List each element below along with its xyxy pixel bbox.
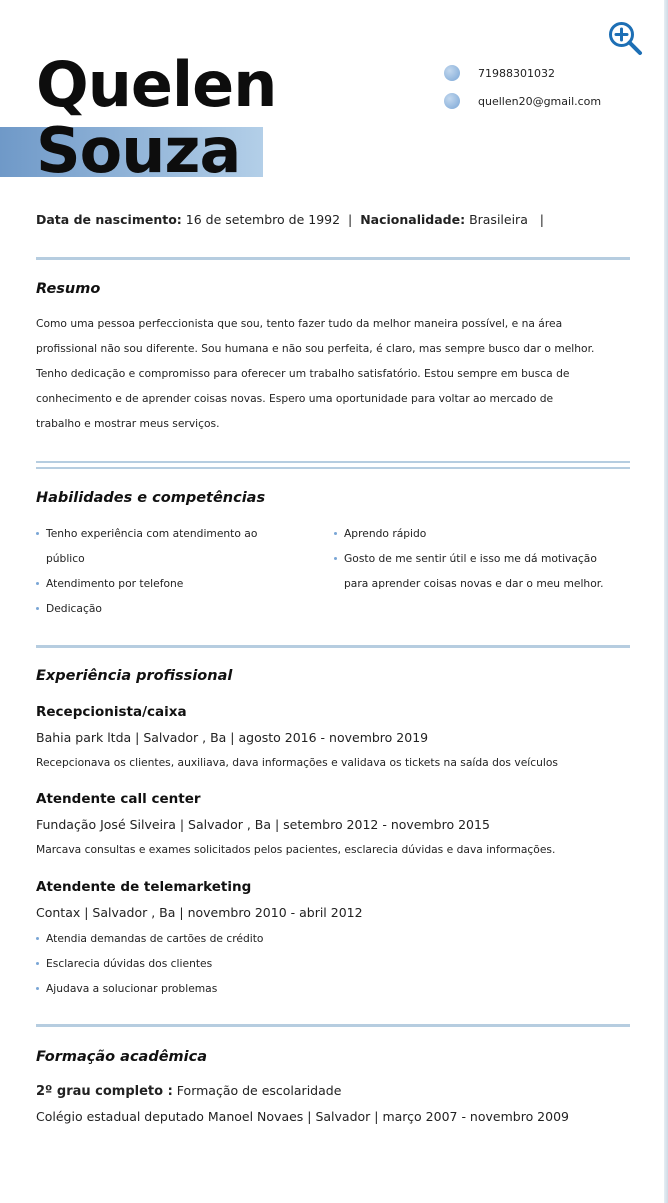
personal-info [36, 212, 544, 227]
education-degree [36, 1083, 341, 1099]
degree-label: 2º grau completo : [36, 1084, 173, 1099]
summary-line: Tenho dedicação e compromisso para oferecer um trabalho satisfatório. Estou sempre em busca de [36, 367, 570, 380]
skills-title: Habilidades e competências [36, 490, 266, 506]
first-name: Quelen [36, 48, 277, 121]
separator: | [539, 212, 544, 227]
divider [36, 467, 630, 469]
job-meta: Contax | Salvador , Ba | novembro 2010 - abril 2012 [36, 905, 363, 920]
separator: | [348, 212, 353, 227]
page-edge [664, 0, 668, 1203]
job-duties-list [36, 926, 436, 1001]
duty-item: Ajudava a solucionar problemas [36, 976, 436, 1001]
skill-item: Atendimento por telefone [36, 571, 326, 596]
divider [36, 461, 630, 463]
email-bullet-icon [444, 93, 460, 109]
skills-right-list [334, 521, 634, 596]
duty-item: Esclarecia dúvidas dos clientes [36, 951, 436, 976]
skill-item: Dedicação [36, 596, 326, 621]
job-meta: Bahia park ltda | Salvador , Ba | agosto 2016 - novembro 2019 [36, 730, 429, 745]
education-title: Formação acadêmica [36, 1049, 208, 1065]
summary-line: trabalho e mostrar meus serviços. [36, 417, 220, 430]
zoom-in-button[interactable] [606, 19, 644, 57]
divider [36, 1024, 630, 1027]
email-text: quellen20@gmail.com [478, 94, 602, 108]
nationality-value: Brasileira [469, 212, 528, 227]
contact-email [444, 93, 601, 109]
summary-line: profissional não sou diferente. Sou humana e não sou perfeita, é claro, mas sempre busco dar o melhor. [36, 342, 595, 355]
skills-left-list [36, 521, 326, 621]
job-title: Atendente de telemarketing [36, 879, 252, 895]
phone-bullet-icon [444, 65, 460, 81]
birth-label: Data de nascimento: [36, 212, 182, 227]
experience-title: Experiência profissional [36, 668, 233, 684]
job-title: Atendente call center [36, 791, 201, 807]
job-description: Marcava consultas e exames solicitados pelos pacientes, esclarecia dúvidas e dava informações. [36, 843, 556, 856]
divider [36, 645, 630, 648]
divider [36, 257, 630, 260]
contact-phone [444, 65, 555, 81]
job-title: Recepcionista/caixa [36, 704, 187, 720]
skill-item-continuation: para aprender coisas novas e dar o meu melhor. [344, 577, 604, 590]
phone-text: 71988301032 [478, 66, 555, 80]
job-meta: Fundação José Silveira | Salvador , Ba | setembro 2012 - novembro 2015 [36, 817, 490, 832]
duty-item: Atendia demandas de cartões de crédito [36, 926, 436, 951]
summary-line: conhecimento e de aprender coisas novas. Espero uma oportunidade para voltar ao mercado de [36, 392, 554, 405]
summary-line: Como uma pessoa perfeccionista que sou, tento fazer tudo da melhor maneira possível, e na área [36, 317, 563, 330]
skill-item: Tenho experiência com atendimento ao [36, 521, 326, 546]
skill-item: Aprendo rápido [334, 521, 634, 546]
summary-text [36, 311, 636, 436]
degree-description: Formação de escolaridade [176, 1083, 342, 1098]
job-description: Recepcionava os clientes, auxiliava, dava informações e validava os tickets na saída dos veículos [36, 756, 558, 769]
education-school: Colégio estadual deputado Manoel Novaes | Salvador | março 2007 - novembro 2009 [36, 1109, 569, 1124]
zoom-in-icon [606, 19, 644, 57]
birth-value: 16 de setembro de 1992 [185, 212, 341, 227]
last-name: Souza [36, 114, 241, 187]
skill-item: Gosto de me sentir útil e isso me dá motivação [334, 546, 634, 571]
skill-item-continuation: público [46, 552, 85, 565]
summary-title: Resumo [36, 281, 101, 297]
nationality-label: Nacionalidade: [360, 212, 466, 227]
